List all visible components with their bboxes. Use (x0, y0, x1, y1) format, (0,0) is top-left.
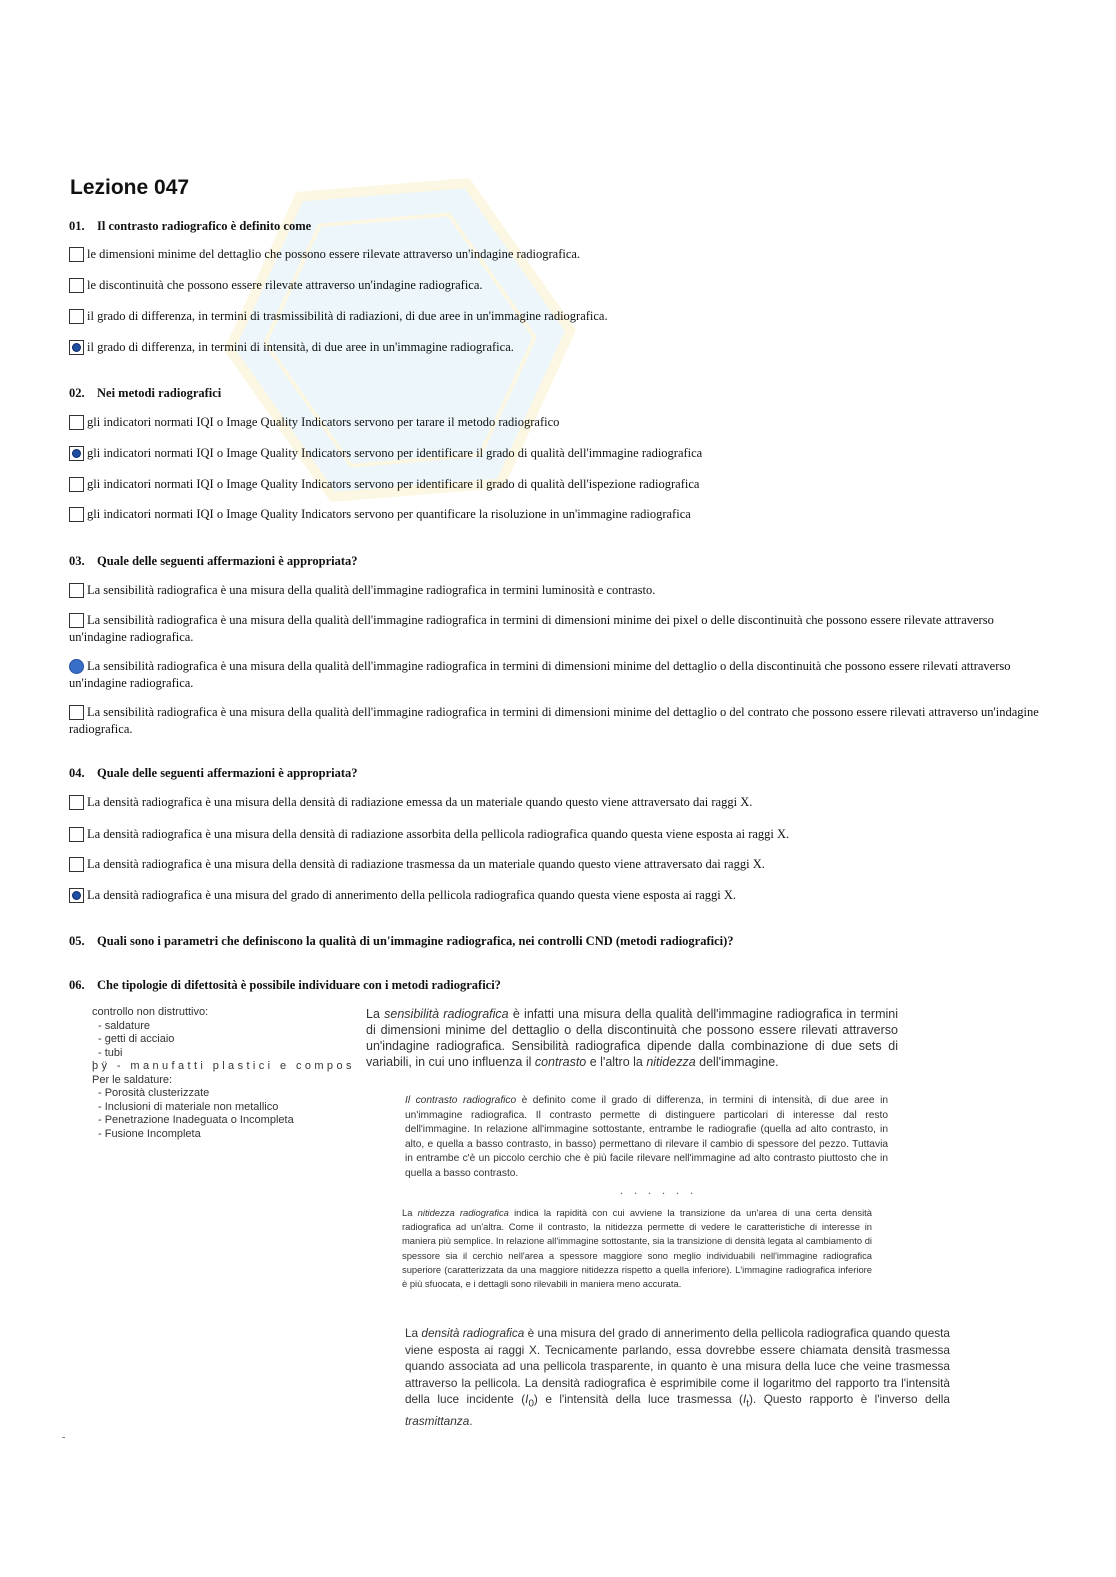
checkbox[interactable] (69, 247, 84, 262)
notes-item: - Inclusioni di materiale non metallico (98, 1100, 279, 1113)
question-3-option-2[interactable]: La sensibilità radiografica è una misura della qualità dell'immagine radiografica in termini di dimensioni minime dei pixel o delle discontinuità che possono essere rilevate attraverso un'indagine radiografica. (69, 613, 994, 644)
question-4-option-3[interactable]: La densità radiografica è una misura della densità di radiazione trasmessa da un materiale quando questo viene attraversato dai raggi X. (69, 856, 1044, 873)
notes-heading: controllo non distruttivo: (92, 1006, 209, 1018)
question-4-option-2[interactable]: La densità radiografica è una misura della densità di radiazione assorbita della pellicola radiografica quando questa viene esposta ai raggi X. (69, 826, 1044, 843)
checkbox[interactable] (69, 583, 84, 598)
question-1-option-3[interactable]: il grado di differenza, in termini di trasmissibilità di radiazioni, di due aree in un'immagine radiografica. (69, 308, 1044, 325)
checkbox[interactable] (69, 507, 84, 522)
checkbox-checked[interactable] (69, 888, 84, 903)
question-3-option-3[interactable]: La sensibilità radiografica è una misura della qualità dell'immagine radiografica in termini di dimensioni minime del dettaglio o della discontinuità che possono essere rilevati attraverso un'indagine radiografica. (69, 659, 1011, 690)
question-2-option-3[interactable]: gli indicatori normati IQI o Image Quality Indicators servono per identificare il grado di qualità dell'ispezione radiografica (69, 476, 1044, 493)
question-2-title: 02. Nei metodi radiografici (69, 386, 222, 400)
question-2-option-2[interactable]: gli indicatori normati IQI o Image Quality Indicators servono per identificare il grado di qualità dell'immagine radiografica (69, 445, 1044, 462)
checkbox[interactable] (69, 309, 84, 324)
question-2-option-1[interactable]: gli indicatori normati IQI o Image Quality Indicators servono per tarare il metodo radiografico (69, 414, 1044, 431)
question-6-title: 06. Che tipologie di difettosità è possibile individuare con i metodi radiografici? (69, 978, 501, 992)
checkbox[interactable] (69, 278, 84, 293)
notes-item: - tubi (98, 1046, 123, 1059)
notes-item: - getti di acciaio (98, 1033, 175, 1045)
question-3-option-1[interactable]: La sensibilità radiografica è una misura della qualità dell'immagine radiografica in termini luminosità e contrasto. (69, 582, 1044, 599)
checkbox[interactable] (69, 705, 84, 720)
page-mark: - (62, 1432, 66, 1443)
checkbox[interactable] (69, 613, 84, 628)
defect-notes (92, 1006, 362, 1141)
page-title: Lezione 047 (70, 176, 190, 199)
question-4-option-1[interactable]: La densità radiografica è una misura della densità di radiazione emessa da un materiale quando questo viene attraversato dai raggi X. (69, 794, 1044, 811)
checkbox[interactable] (69, 477, 84, 492)
excerpt-contrasto: Il contrasto radiografico è definito come il grado di differenza, in termini di intensità, di due aree in un'immagine radiografica. Il contrasto permette di distinguere particolari di interesse dal resto dell'immagine. In relazione all'immagine sottostante, entrambe le radiografie (quella ad alto contrasto, in alto, e quella a basso contrasto, in basso) permettano di rilevare il cambio di spessore del pezzo. Tuttavia in entrambe c'è un piccolo cerchio che è più facile rilevare nell'immagine ad alto contrasto piuttosto che in quella a basso contrasto. (405, 1095, 888, 1179)
checkbox[interactable] (69, 415, 84, 430)
notes-item: - Fusione Incompleta (98, 1127, 201, 1140)
question-1-option-2[interactable]: le discontinuità che possono essere rilevate attraverso un'indagine radiografica. (69, 277, 1044, 294)
checkbox[interactable] (69, 827, 84, 842)
notes-subheading: Per le saldature: (92, 1073, 173, 1086)
question-4-title: 04. Quale delle seguenti affermazioni è appropriata? (69, 766, 358, 780)
question-1-option-4[interactable]: il grado di differenza, in termini di intensità, di due aree in un'immagine radiografica. (69, 339, 1044, 356)
notes-item: - Penetrazione Inadeguata o Incompleta (98, 1114, 294, 1126)
question-1-option-1[interactable]: le dimensioni minime del dettaglio che possono essere rilevate attraverso un'indagine radiografica. (69, 246, 1044, 263)
notes-truncated-line: þÿ - manufatti plastici e compos (92, 1060, 355, 1072)
checkbox-checked[interactable] (69, 340, 84, 355)
question-1-title: 01. Il contrasto radiografico è definito come (69, 219, 312, 233)
question-2-option-4[interactable]: gli indicatori normati IQI o Image Quality Indicators servono per quantificare la risoluzione in un'immagine radiografica (69, 506, 1044, 523)
dotted-separator: . . . . . . (620, 1183, 697, 1197)
checkbox[interactable] (69, 857, 84, 872)
question-3-option-4[interactable]: La sensibilità radiografica è una misura della qualità dell'immagine radiografica in termini di dimensioni minime del dettaglio o del contrato che possono essere rilevati attraverso un'indagine radiografica. (69, 705, 1039, 736)
question-5-title: 05. Quali sono i parametri che definiscono la qualità di un'immagine radiografica, nei controlli CND (metodi radiografici)? (69, 934, 734, 948)
excerpt-nitidezza: La nitidezza radiografica indica la rapidità con cui avviene la transizione da un'area di una certa densità radiografica ad un'altra. Come il contrasto, la nitidezza permette di vedere le caratteristiche di interesse in maniera più semplice. In relazione all'immagine sottostante, sia la transizione di densità legata al cambiamento di spessore sia il cerchio nell'area a spessore maggiore sono meglio individuabili nell'immagine radiografica superiore (caratterizzata da una maggiore nitidezza rispetto a quella inferiore). L'immagine radiografica inferiore è più sfuocata, e i dettagli sono rilevabili in maniera meno accurata. (402, 1207, 872, 1290)
checkbox-checked[interactable] (69, 446, 84, 461)
excerpt-sensibilita: La sensibilità radiografica è infatti una misura della qualità dell'immagine radiografica in termini di dimensioni minime del dettaglio o della discontinuità che possono essere rilevati attraverso un'indagine radiografica. Sensibilità radiografica dipende dalla combinazione di due sets di variabili, in cui uno influenza il contrasto e l'altro la nitidezza dell'immagine. (366, 1007, 898, 1069)
notes-item: - Porosità clusterizzate (98, 1087, 210, 1099)
notes-item: - saldature (98, 1019, 150, 1032)
question-3-title: 03. Quale delle seguenti affermazioni è appropriata? (69, 554, 358, 568)
question-4-option-4[interactable]: La densità radiografica è una misura del grado di annerimento della pellicola radiografica quando questa viene esposta ai raggi X. (69, 887, 1044, 904)
radio-selected[interactable] (69, 659, 84, 674)
excerpt-densita: La densità radiografica è una misura del grado di annerimento della pellicola radiografica quando questa viene esposta ai raggi X. Tecnicamente parlando, essa dovrebbe essere chiamata densità trasmessa quando associata ad una pellicola trasparente, in quanto è una misura della luce che veine trasmessa attraverso la pellicola. La densità radiografica è esprimibile come il logaritmo del rapporto tra l'intensità della luce incidente $(I_0)$ e l'intensità della luce trasmessa $(I_t)$. Questo rapporto è l'inverso della trasmittanza. (405, 1326, 950, 1429)
checkbox[interactable] (69, 795, 84, 810)
